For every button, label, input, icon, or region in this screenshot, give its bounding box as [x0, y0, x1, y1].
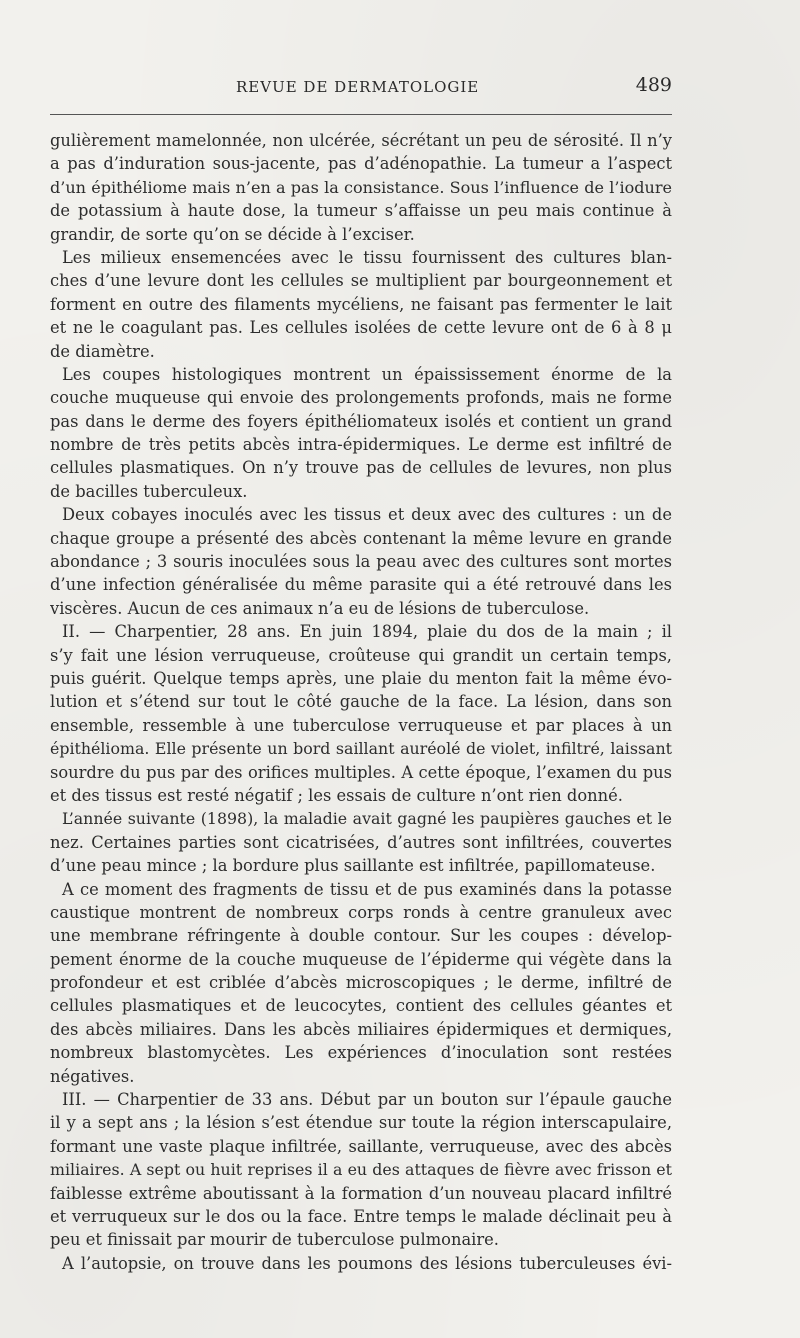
text-line: forment en outre des filaments mycéliens, ne faisant pas fermenter le lait — [50, 294, 672, 314]
text-line: de diamètre. — [50, 341, 155, 361]
text-line: abondance ; 3 souris inoculées sous la peau avec des cultures sont mortes — [50, 552, 672, 572]
text-line: nez. Certaines parties sont cicatrisées, d’autres sont infiltrées, couvertes — [50, 832, 672, 852]
text-line: des abcès miliaires. Dans les abcès miliaires épidermiques et dermiques, — [50, 1019, 672, 1039]
text-line: de potassium à haute dose, la tumeur s’affaisse un peu mais continue à — [50, 201, 672, 221]
text-line: chaque groupe a présenté des abcès contenant la même levure en grande — [50, 528, 672, 548]
body-text — [50, 129, 672, 1275]
text-line: lution et s’étend sur tout le côté gauche de la face. La lésion, dans son — [50, 692, 672, 712]
text-line: Les coupes histologiques montrent un épaississement énorme de la — [62, 364, 672, 384]
text-line: couche muqueuse qui envoie des prolongements profonds, mais ne forme — [50, 388, 672, 408]
text-line: A l’autopsie, on trouve dans les poumons des lésions tuberculeuses évi- — [62, 1253, 672, 1273]
text-line: de bacilles tuberculeux. — [50, 481, 248, 501]
text-line: épithélioma. Elle présente un bord saillant auréolé de violet, infiltré, laissant — [50, 739, 672, 759]
text-line: cellules plasmatiques et de leucocytes, contient des cellules géantes et — [50, 996, 672, 1016]
text-line: ches d’une levure dont les cellules se multiplient par bourgeonnement et — [50, 271, 672, 291]
text-line: d’un épithéliome mais n’en a pas la consistance. Sous l’influence de l’iodure — [50, 177, 672, 197]
text-line: d’une peau mince ; la bordure plus saillante est infiltrée, papillomateuse. — [50, 856, 656, 876]
text-line: et des tissus est resté négatif ; les essais de culture n’ont rien donné. — [50, 785, 623, 805]
text-line: ensemble, ressemble à une tuberculose verruqueuse et par places à un — [50, 715, 672, 735]
text-line: puis guérit. Quelque temps après, une plaie du menton fait la même évo- — [50, 668, 672, 688]
text-line: miliaires. A sept ou huit reprises il a eu des attaques de fièvre avec frisson et — [50, 1160, 672, 1180]
text-line: viscères. Aucun de ces animaux n’a eu de lésions de tuberculose. — [50, 598, 590, 618]
text-line: gulièrement mamelonnée, non ulcérée, sécrétant un peu de sérosité. Il n’y — [50, 131, 672, 150]
text-line: caustique montrent de nombreux corps ronds à centre granuleux avec — [50, 902, 672, 922]
text-line: s’y fait une lésion verruqueuse, croûteuse qui grandit un certain temps, — [50, 645, 672, 665]
text-line: négatives. — [50, 1066, 135, 1086]
text-line: pement énorme de la couche muqueuse de l’épiderme qui végète dans la — [50, 949, 672, 969]
text-line: L’année suivante (1898), la maladie avait gagné les paupières gauches et le — [62, 809, 672, 829]
header-rule — [50, 114, 672, 115]
running-header — [50, 74, 672, 102]
text-line: sourdre du pus par des orifices multiples. A cette époque, l’examen du pus — [50, 762, 672, 782]
text-line: II. — Charpentier, 28 ans. En juin 1894, plaie du dos de la main ; il — [62, 622, 672, 642]
text-line: faiblesse extrême aboutissant à la formation d’un nouveau placard infiltré — [50, 1183, 672, 1203]
text-line: nombreux blastomycètes. Les expériences d’inoculation sont restées — [50, 1043, 672, 1063]
text-line: III. — Charpentier de 33 ans. Début par un bouton sur l’épaule gauche — [62, 1090, 672, 1110]
text-line: et verruqueux sur le dos ou la face. Entre temps le malade déclinait peu à — [50, 1206, 672, 1226]
page-number: 489 — [635, 74, 672, 96]
text-line: grandir, de sorte qu’on se décide à l’exciser. — [50, 224, 415, 244]
text-line: peu et finissait par mourir de tuberculose pulmonaire. — [50, 1230, 499, 1250]
running-title: REVUE DE DERMATOLOGIE — [236, 78, 480, 96]
text-line: Deux cobayes inoculés avec les tissus et deux avec des cultures : un de — [62, 505, 672, 525]
text-line: profondeur et est criblée d’abcès microscopiques ; le derme, infiltré de — [50, 973, 672, 993]
text-line: A ce moment des fragments de tissu et de pus examinés dans la potasse — [62, 879, 672, 899]
text-line: formant une vaste plaque infiltrée, saillante, verruqueuse, avec des abcès — [50, 1136, 672, 1156]
text-line: d’une infection généralisée du même parasite qui a été retrouvé dans les — [50, 575, 672, 595]
text-line: il y a sept ans ; la lésion s’est étendue sur toute la région interscapulaire, — [50, 1113, 672, 1133]
text-line: cellules plasmatiques. On n’y trouve pas de cellules de levures, non plus — [50, 458, 672, 478]
text-line: a pas d’induration sous-jacente, pas d’adénopathie. La tumeur a l’aspect — [50, 154, 672, 174]
text-line: nombre de très petits abcès intra-épidermiques. Le derme est infiltré de — [50, 435, 672, 455]
text-line: une membrane réfringente à double contour. Sur les coupes : dévelop- — [50, 926, 672, 946]
text-line: Les milieux ensemencées avec le tissu fournissent des cultures blan- — [62, 247, 672, 267]
text-line: pas dans le derme des foyers épithéliomateux isolés et contient un grand — [50, 411, 672, 431]
text-line: et ne le coagulant pas. Les cellules isolées de cette levure ont de 6 à 8 μ — [50, 318, 672, 338]
